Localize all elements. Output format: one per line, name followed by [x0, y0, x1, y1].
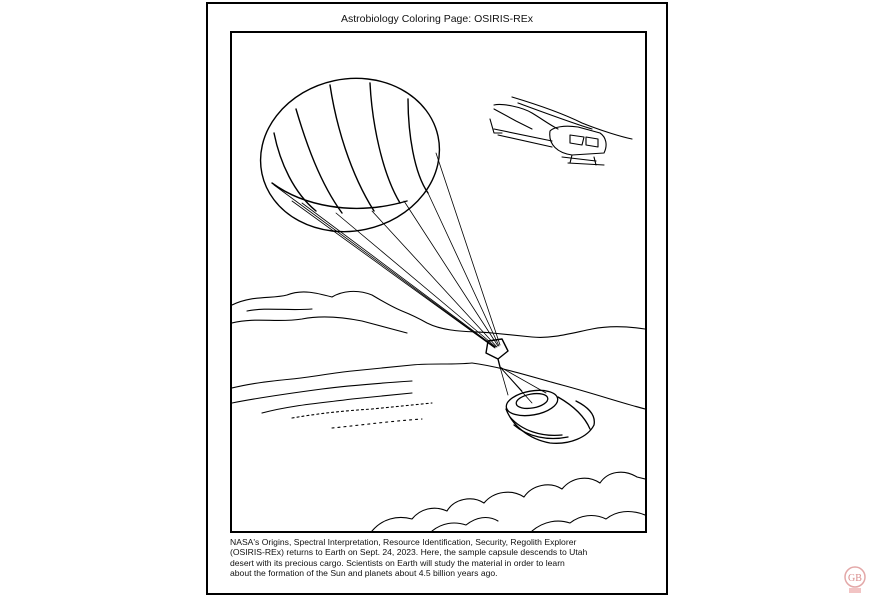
desert-landscape: [232, 363, 645, 531]
illustration-frame: [230, 31, 647, 533]
caption-text: [230, 537, 650, 579]
coloring-page-sheet: [206, 2, 668, 595]
gb-logo-icon: [842, 565, 868, 595]
clouds: [232, 291, 645, 337]
caption-line: about the formation of the Sun and planets about 4.5 billion years ago.: [230, 568, 498, 579]
watermark-logo: [842, 565, 868, 595]
illustration-svg: [232, 33, 645, 531]
caption-line: (OSIRIS-REx) returns to Earth on Sept. 24, 2023. Here, the sample capsule descends to Utah: [230, 547, 588, 558]
caption-line: NASA's Origins, Spectral Interpretation, Resource Identification, Security, Regolith Explorer: [230, 537, 577, 547]
helicopter: [490, 97, 632, 165]
page-title: Astrobiology Coloring Page: OSIRIS-REx: [341, 13, 533, 25]
parachute: [246, 62, 508, 367]
sample-capsule: [500, 367, 594, 443]
svg-text:GB: GB: [848, 573, 862, 584]
caption-line: desert with its precious cargo. Scientists on Earth will study the material in order to learn: [230, 557, 565, 568]
